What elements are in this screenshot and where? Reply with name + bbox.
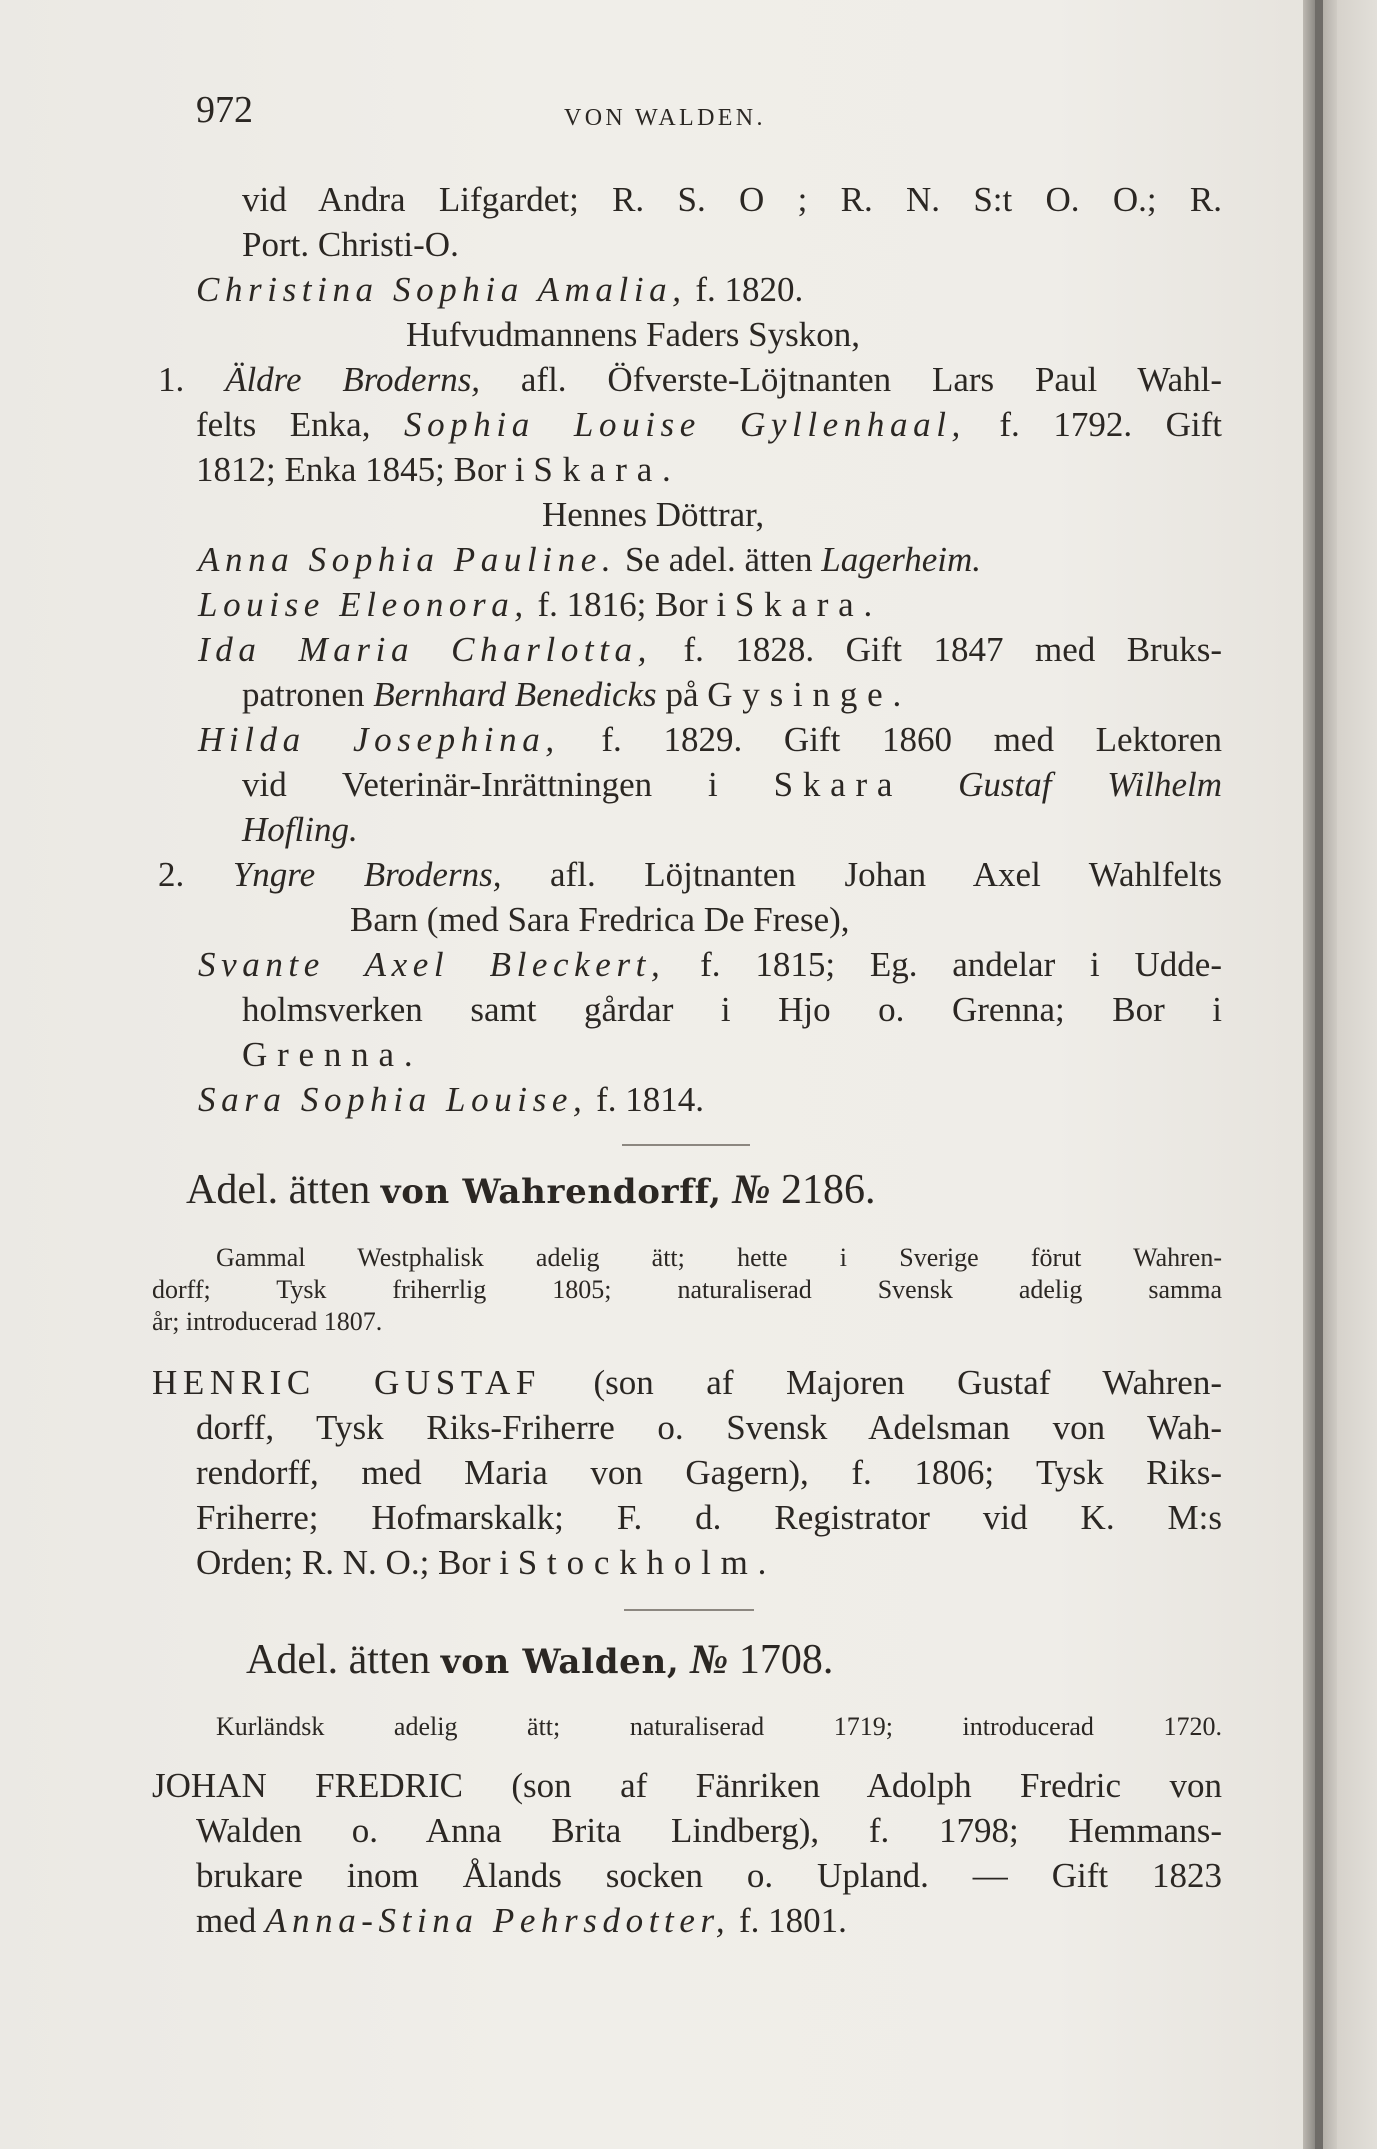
page-edge — [1337, 0, 1377, 2149]
text-line: Christina Sophia Amalia, f. 1820. — [196, 270, 804, 309]
text-line: JOHAN FREDRIC (son af Fänriken Adolph Fredric von — [152, 1766, 1222, 1805]
text-line: Grenna. — [242, 1035, 413, 1074]
page-number: 972 — [196, 89, 253, 131]
page-edge — [1303, 0, 1315, 2149]
text-line: Hofling. — [242, 810, 358, 849]
text-line: HENRIC GUSTAF (son af Majoren Gustaf Wahren- — [152, 1363, 1222, 1402]
text-line: med Anna-Stina Pehrsdotter, f. 1801. — [196, 1901, 847, 1940]
text-line: Svante Axel Bleckert, f. 1815; Eg. andelar i Udde- — [198, 945, 1222, 984]
text-line: Hilda Josephina, f. 1829. Gift 1860 med Lektoren — [198, 720, 1222, 759]
person-name: Hilda Josephina, — [198, 720, 560, 759]
page-edge — [1315, 0, 1323, 2149]
text-line: Walden o. Anna Brita Lindberg), f. 1798; Hemmans- — [196, 1811, 1222, 1850]
text-line: vid Veterinär-Inrättningen i Skara Gustaf Wilhelm — [242, 765, 1222, 804]
text-line: dorff, Tysk Riks-Friherre o. Svensk Adelsman von Wah- — [196, 1408, 1222, 1447]
text-line: Friherre; Hofmarskalk; F. d. Registrator vid K. M:s — [196, 1498, 1222, 1537]
text-line: 2. Yngre Broderns, afl. Löjtnanten Johan Axel Wahlfelts — [158, 855, 1222, 894]
text-line: Anna Sophia Pauline. Se adel. ätten Lagerheim. — [198, 540, 982, 579]
person-name: HENRIC GUSTAF — [152, 1363, 541, 1402]
person-name: Anna Sophia Pauline. — [198, 540, 617, 579]
text-line: Louise Eleonora, f. 1816; Bor i Skara. — [198, 585, 873, 624]
person-name: Anna-Stina Pehrsdotter, — [265, 1901, 731, 1940]
family-description: dorff; Tysk friherrlig 1805; naturaliserad Svensk adelig samma — [152, 1275, 1222, 1304]
text-line: felts Enka, Sophia Louise Gyllenhaal, f. 1792. Gift — [196, 405, 1222, 444]
family-description: år; introducerad 1807. — [152, 1307, 383, 1336]
family-description: Kurländsk adelig ätt; naturaliserad 1719; introducerad 1720. — [216, 1712, 1222, 1741]
section-title: Adel. ätten von Wahrendorff, № 2186. — [186, 1167, 876, 1213]
person-name: Louise Eleonora, — [198, 585, 529, 624]
person-name: Sara Sophia Louise, — [198, 1080, 588, 1119]
family-name: von Walden, — [440, 1642, 680, 1682]
text-line: Sara Sophia Louise, f. 1814. — [198, 1080, 704, 1119]
text-line: rendorff, med Maria von Gagern), f. 1806; Tysk Riks- — [196, 1453, 1222, 1492]
section-heading: Hufvudmannens Faders Syskon, — [406, 315, 860, 354]
text-line: brukare inom Ålands socken o. Upland. — Gift 1823 — [196, 1856, 1222, 1895]
text-line: Port. Christi-O. — [242, 225, 459, 264]
text-line: 1812; Enka 1845; Bor i Skara. — [196, 450, 671, 489]
section-title: Adel. ätten von Walden, № 1708. — [246, 1637, 834, 1683]
person-name: Christina Sophia Amalia, — [196, 270, 687, 309]
text-line: vid Andra Lifgardet; R. S. O ; R. N. S:t O. O.; R. — [242, 180, 1222, 219]
divider — [624, 1609, 754, 1611]
person-name: Sophia Louise Gyllenhaal, — [403, 405, 966, 444]
person-name: Ida Maria Charlotta, — [198, 630, 653, 669]
text-line: holmsverken samt gårdar i Hjo o. Grenna; Bor i — [242, 990, 1222, 1029]
person-name: Svante Axel Bleckert, — [198, 945, 666, 984]
text-line: Barn (med Sara Fredrica De Frese), — [350, 900, 850, 939]
section-heading: Hennes Döttrar, — [542, 495, 765, 534]
family-description: Gammal Westphalisk adelig ätt; hette i Sverige förut Wahren- — [216, 1243, 1222, 1272]
text-line: patronen Bernhard Benedicks på Gysinge. — [242, 675, 902, 714]
text-line: Orden; R. N. O.; Bor i Stockholm. — [196, 1543, 767, 1582]
running-title: VON WALDEN. — [564, 105, 766, 131]
text-line: Ida Maria Charlotta, f. 1828. Gift 1847 med Bruks- — [198, 630, 1222, 669]
text-line: 1. Äldre Broderns, afl. Öfverste-Löjtnanten Lars Paul Wahl- — [158, 360, 1222, 399]
divider — [622, 1144, 750, 1146]
family-name: von Wahrendorff, — [380, 1172, 722, 1212]
page-edge — [1323, 0, 1337, 2149]
